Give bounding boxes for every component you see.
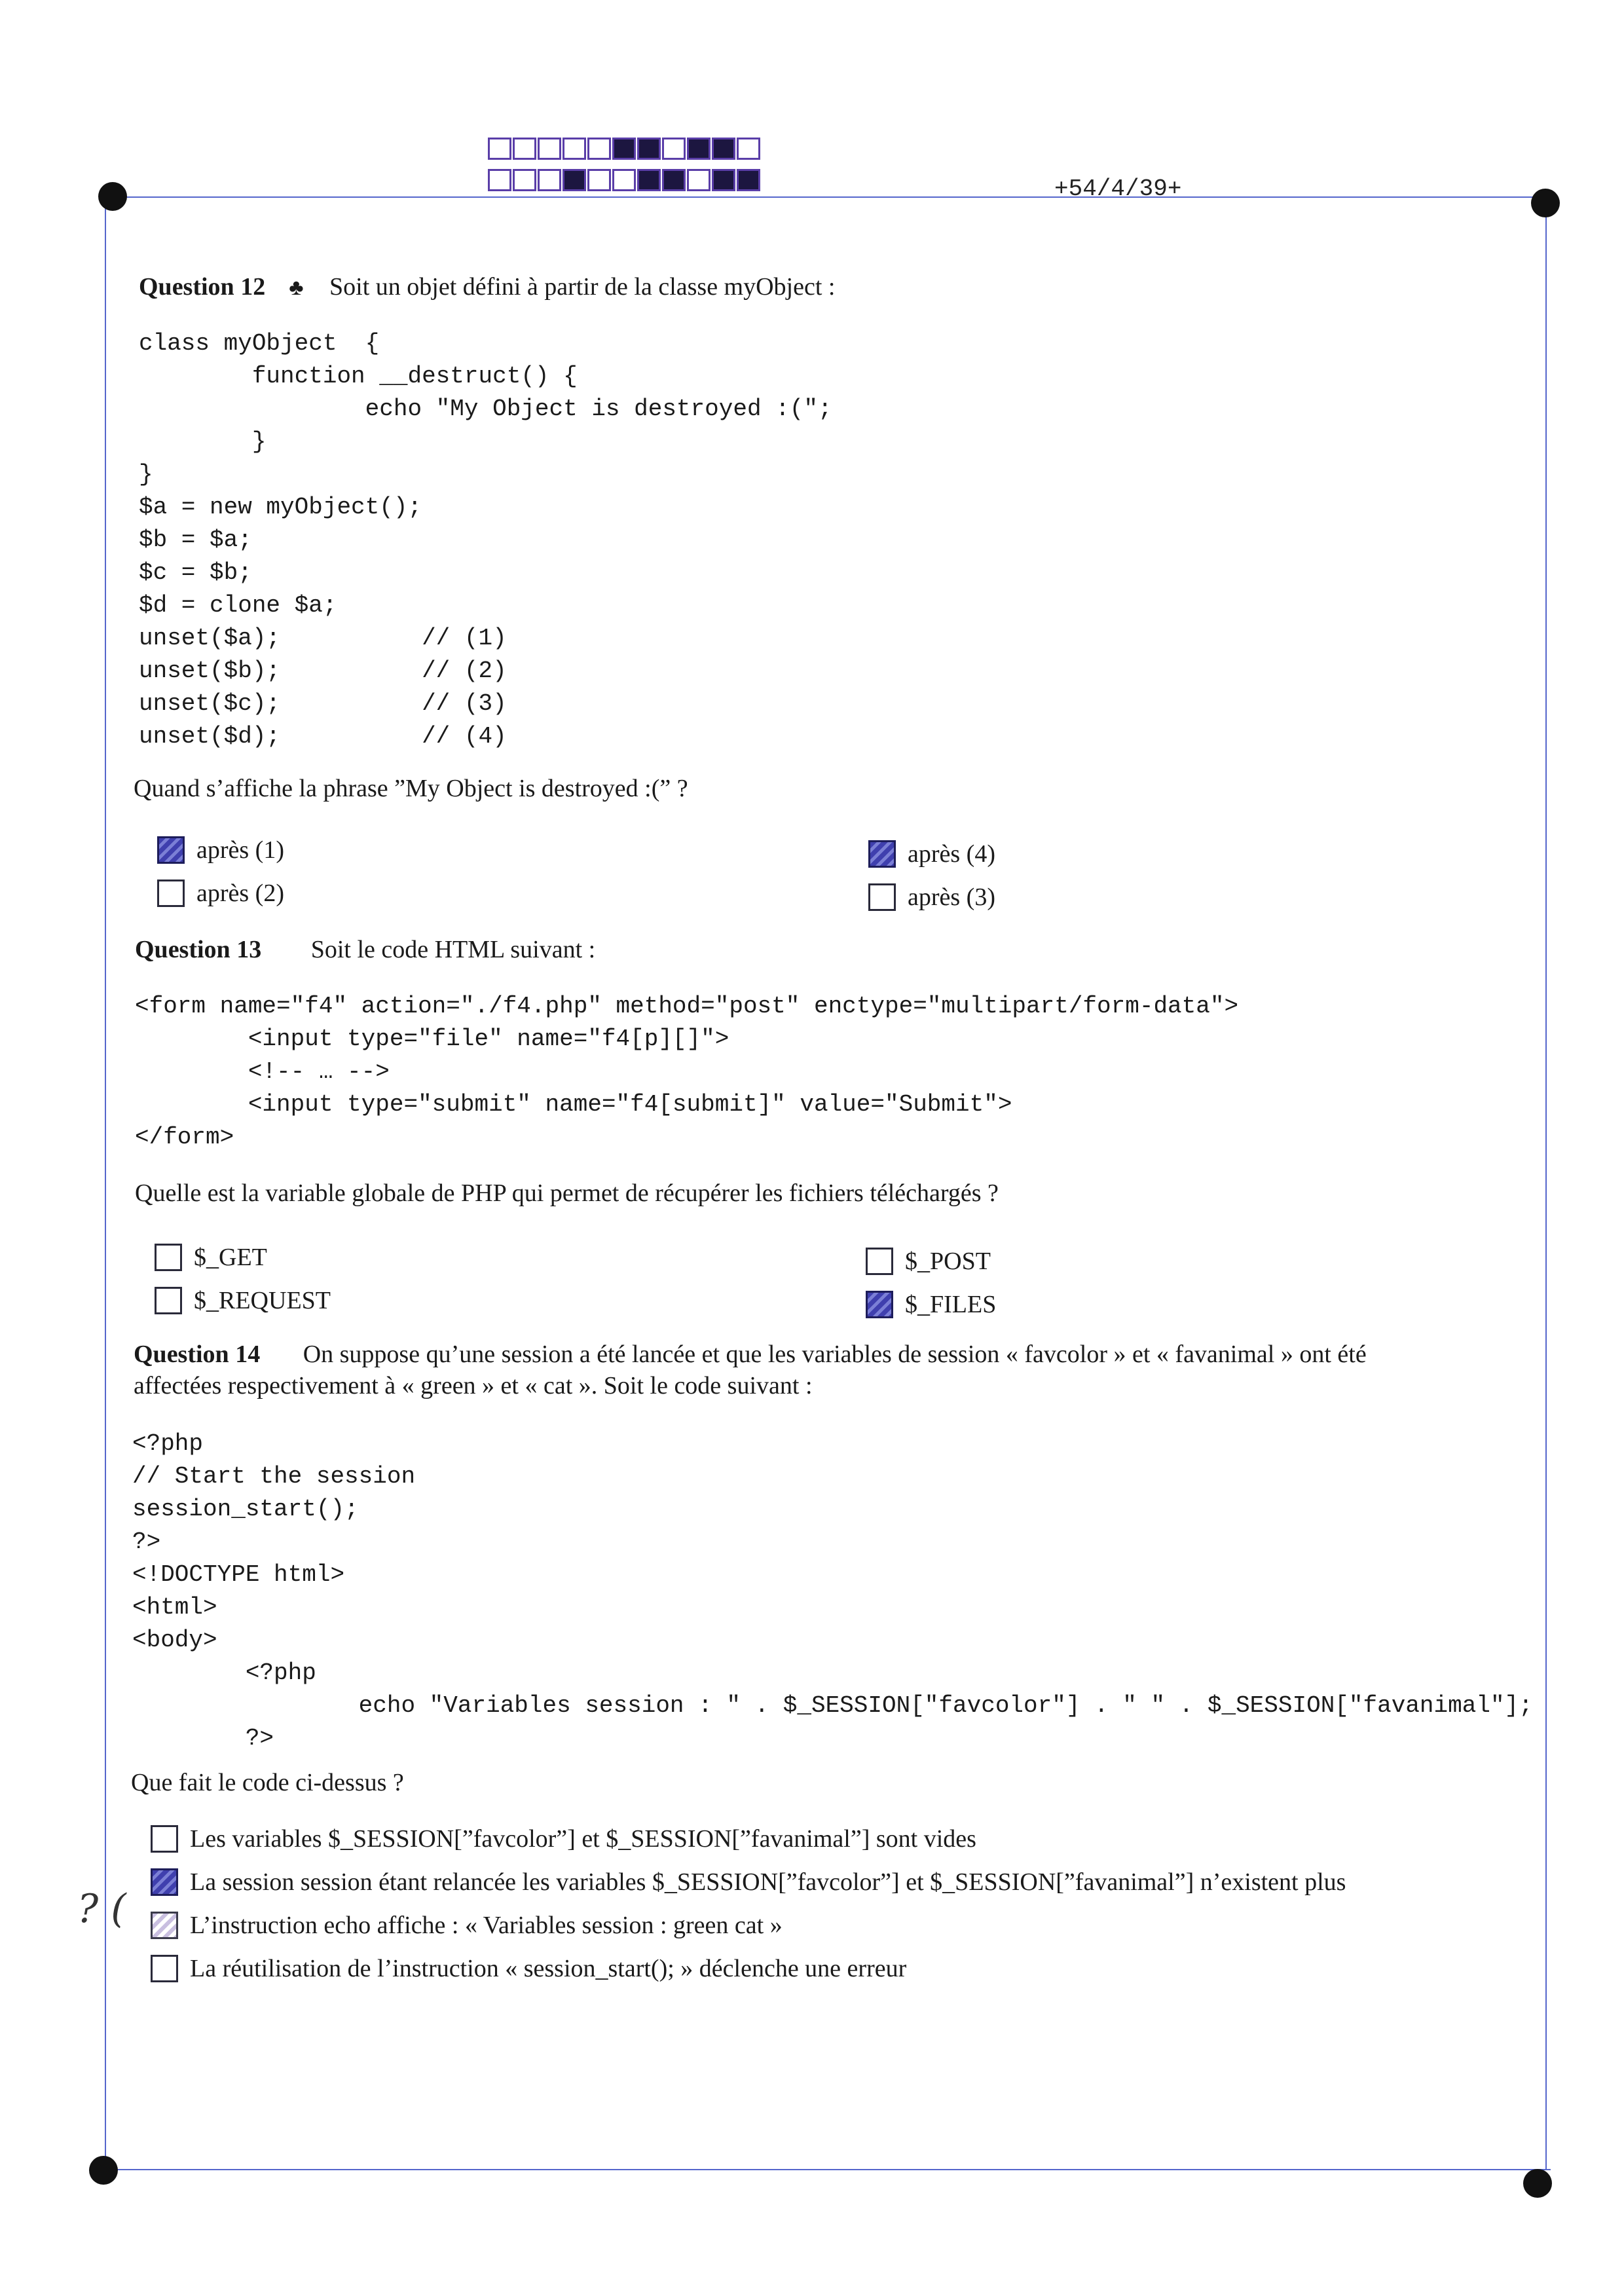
question-14-intro-line-2: affectées respectivement à « green » et « cat ». Soit le code suivant : bbox=[134, 1372, 813, 1399]
checkbox[interactable] bbox=[155, 1287, 182, 1314]
barcode-cell bbox=[538, 169, 561, 191]
question-title: Question 12 bbox=[139, 273, 266, 301]
q14-option-erreur[interactable] bbox=[151, 1954, 906, 1983]
option-label: La session session étant relancée les variables $_SESSION[”favcolor”] et $_SESSION[”favanimal”] n’existent plus bbox=[190, 1868, 1346, 1896]
question-12-header bbox=[139, 272, 835, 301]
barcode-cell bbox=[737, 169, 760, 191]
checkbox[interactable] bbox=[866, 1291, 893, 1318]
barcode-cell bbox=[488, 169, 511, 191]
option-label: après (3) bbox=[908, 883, 995, 911]
question-14-header bbox=[134, 1340, 1367, 1369]
checkbox[interactable] bbox=[151, 1912, 178, 1939]
option-label: après (1) bbox=[196, 836, 284, 864]
barcode-cell bbox=[712, 138, 735, 160]
barcode-cell bbox=[637, 138, 661, 160]
q14-option-vides[interactable] bbox=[151, 1824, 976, 1853]
question-intro-line-1: On suppose qu’une session a été lancée et que les variables de session « favcolor » et « favanimal » ont été bbox=[303, 1341, 1367, 1368]
barcode-cell bbox=[612, 138, 636, 160]
question-14-code-block bbox=[132, 1428, 1533, 1755]
barcode-cell bbox=[563, 169, 586, 191]
option-label: après (4) bbox=[908, 840, 995, 868]
barcode-cell bbox=[712, 169, 735, 191]
barcode-cell bbox=[687, 138, 710, 160]
page-code: +54/4/39+ bbox=[1054, 176, 1182, 202]
q13-option-request[interactable] bbox=[155, 1286, 331, 1315]
option-label: Les variables $_SESSION[”favcolor”] et $_SESSION[”favanimal”] sont vides bbox=[190, 1825, 976, 1853]
question-13-header bbox=[135, 935, 595, 964]
checkbox[interactable] bbox=[157, 836, 185, 864]
barcode-cell bbox=[538, 138, 561, 160]
code-block: <form name="f4" action="./f4.php" method="post" enctype="multipart/form-data"> <input type="file" name="f4[p][]"> <!-- … --> <input type="submit" name="f4[submit]" value="Submit"> </form> bbox=[135, 993, 1239, 1151]
question-title: Question 14 bbox=[134, 1341, 261, 1368]
barcode-cell bbox=[587, 169, 611, 191]
question-12-prompt: Quand s’affiche la phrase ”My Object is destroyed :(” ? bbox=[134, 775, 688, 802]
barcode-cell bbox=[737, 138, 760, 160]
barcode-cell bbox=[662, 169, 686, 191]
q14-option-relancee[interactable] bbox=[151, 1868, 1346, 1897]
frame-left-line bbox=[105, 196, 106, 2169]
corner-dot-top-left bbox=[98, 182, 127, 211]
option-label: L’instruction echo affiche : « Variables session : green cat » bbox=[190, 1912, 783, 1939]
option-label: après (2) bbox=[196, 880, 284, 907]
q12-option-after-1[interactable] bbox=[157, 836, 284, 864]
corner-dot-top-right bbox=[1531, 189, 1560, 217]
question-13-code-block bbox=[135, 990, 1238, 1154]
frame-bottom-line bbox=[113, 2169, 1551, 2170]
question-12-code-block bbox=[139, 327, 832, 753]
option-label: $_FILES bbox=[905, 1291, 997, 1318]
question-title: Question 13 bbox=[135, 936, 262, 963]
checkbox[interactable] bbox=[151, 1868, 178, 1896]
option-label: $_REQUEST bbox=[194, 1287, 331, 1314]
option-label: La réutilisation de l’instruction « session_start(); » déclenche une erreur bbox=[190, 1955, 907, 1982]
barcode-row bbox=[488, 169, 762, 191]
question-14-prompt: Que fait le code ci-dessus ? bbox=[131, 1769, 404, 1796]
margin-note: ? ( bbox=[77, 1886, 126, 1932]
barcode-cell bbox=[488, 138, 511, 160]
checkbox[interactable] bbox=[155, 1244, 182, 1271]
barcode-cell bbox=[662, 138, 686, 160]
question-13-prompt: Quelle est la variable globale de PHP qui permet de récupérer les fichiers téléchargés ? bbox=[135, 1179, 999, 1207]
club-icon: ♣ bbox=[289, 276, 304, 300]
question-intro: Soit un objet défini à partir de la classe myObject : bbox=[329, 273, 836, 301]
checkbox[interactable] bbox=[157, 880, 185, 907]
checkbox[interactable] bbox=[866, 1248, 893, 1275]
q14-option-echo-affiche[interactable] bbox=[151, 1911, 783, 1940]
code-block: <?php // Start the session session_start(); ?> <!DOCTYPE html> <html> <body> <?php echo "Variables session : " . $_SESSION["favcolor"] . " " . $_SESSION["favanimal"]; ?> bbox=[132, 1430, 1533, 1752]
question-intro: Soit le code HTML suivant : bbox=[310, 936, 596, 963]
checkbox[interactable] bbox=[151, 1825, 178, 1853]
checkbox[interactable] bbox=[868, 883, 896, 911]
option-label: $_POST bbox=[905, 1248, 991, 1275]
q12-option-after-2[interactable] bbox=[157, 879, 284, 908]
option-label: $_GET bbox=[194, 1244, 267, 1271]
barcode-cell bbox=[587, 138, 611, 160]
q13-option-files[interactable] bbox=[866, 1290, 996, 1319]
barcode-cell bbox=[612, 169, 636, 191]
code-block: class myObject { function __destruct() { echo "My Object is destroyed :("; } } $a = new myObject(); $b = $a; $c = $b; $d = clone $a; unset($a); // (1) unset($b); // (2) unset($c); // (3) unset($d); // (4) bbox=[139, 330, 832, 750]
barcode-cell bbox=[637, 169, 661, 191]
barcode-row bbox=[488, 138, 762, 160]
barcode-cell bbox=[687, 169, 710, 191]
frame-right-line bbox=[1545, 196, 1547, 2169]
q13-option-get[interactable] bbox=[155, 1243, 267, 1272]
corner-dot-bottom-right bbox=[1523, 2169, 1552, 2198]
barcode-cell bbox=[513, 138, 536, 160]
barcode-cell bbox=[563, 138, 586, 160]
q13-option-post[interactable] bbox=[866, 1247, 991, 1276]
q12-option-after-3[interactable] bbox=[868, 883, 995, 912]
q12-option-after-4[interactable] bbox=[868, 840, 995, 868]
checkbox[interactable] bbox=[151, 1955, 178, 1982]
barcode-cell bbox=[513, 169, 536, 191]
corner-dot-bottom-left bbox=[89, 2156, 118, 2185]
checkbox[interactable] bbox=[868, 840, 896, 868]
frame-top-line bbox=[113, 196, 1551, 198]
